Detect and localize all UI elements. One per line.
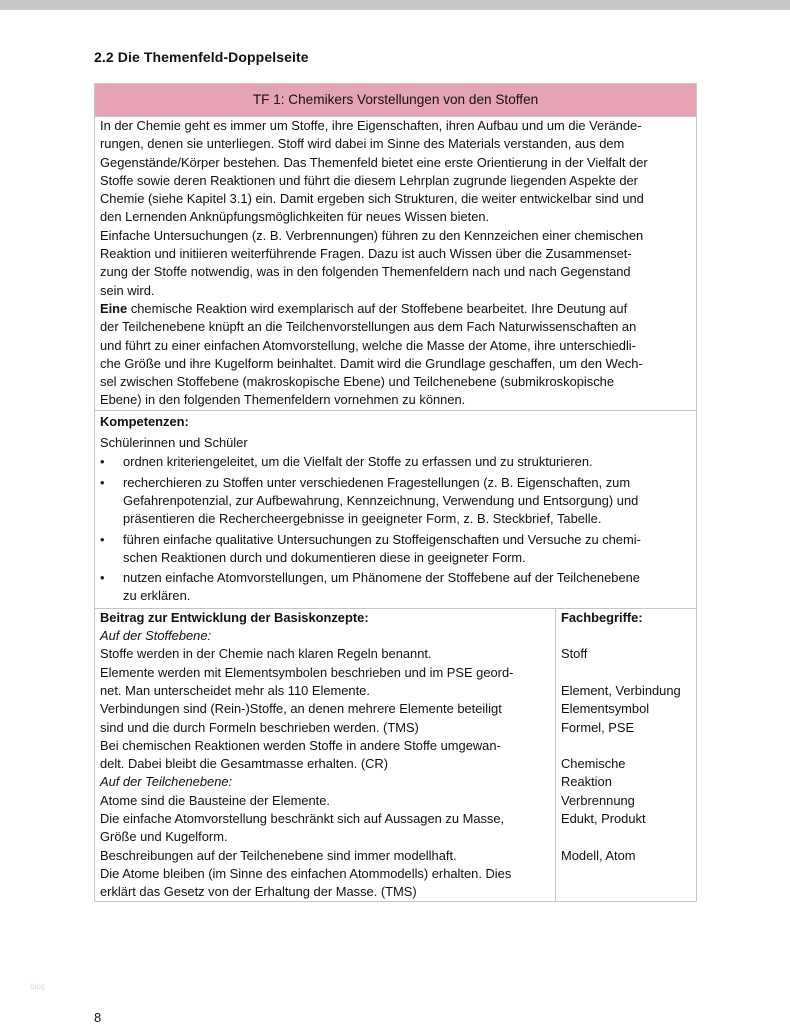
- basiskonzept-line: net. Man unterscheidet mehr als 110 Elemente.: [100, 682, 370, 698]
- table-title: TF 1: Chemikers Vorstellungen von den Stoffen: [95, 84, 697, 117]
- intro-cell: [95, 117, 697, 411]
- kompetenzen-lead: Schülerinnen und Schüler: [100, 435, 248, 451]
- basiskonzept-line: Elemente werden mit Elementsymbolen beschrieben und im PSE geord-: [100, 664, 514, 680]
- basiskonzept-line: sind und die durch Formeln beschrieben werden. (TMS): [100, 719, 419, 735]
- intro-line: den Lernenden Anknüpfungsmöglichkeiten für neues Wissen bieten.: [100, 209, 490, 225]
- kompetenz-item: [100, 474, 691, 529]
- fachbegriff: Elementsymbol: [561, 701, 650, 717]
- themenfeld-table: [94, 83, 697, 902]
- bullet-icon: •: [100, 454, 105, 470]
- fachbegriff-spacer: [561, 627, 691, 645]
- kompetenz-line: nutzen einfache Atomvorstellungen, um Phänomene der Stoffebene auf der Teilchenebene: [123, 570, 640, 586]
- watermark: blog: [30, 982, 46, 991]
- intro-p3-line: der Teilchenebene knüpft an die Teilchenvorstellungen aus dem Fach Naturwissenschaften an: [100, 319, 637, 335]
- basiskonzepte-text: [100, 627, 550, 901]
- intro-p3-line: sel zwischen Stoffebene (makroskopische Ebene) und Teilchenebene (submikroskopische: [100, 374, 615, 390]
- fachbegriff: Modell, Atom: [561, 847, 636, 863]
- kompetenz-line: führen einfache qualitative Untersuchungen zu Stoffeigenschaften und Versuche zu chemi-: [123, 531, 641, 547]
- intro-p3-first-line: chemische Reaktion wird exemplarisch auf der Stoffebene bearbeitet. Ihre Deutung auf: [127, 300, 628, 316]
- bullet-icon: •: [100, 531, 105, 547]
- basiskonzept-line: Die einfache Atomvorstellung beschränkt sich auf Aussagen zu Masse,: [100, 810, 505, 826]
- bullet-icon: •: [100, 474, 105, 490]
- basiskonzepte-row: [95, 608, 697, 902]
- kompetenz-item: [100, 531, 691, 568]
- intro-line: Stoffe sowie deren Reaktionen und führt die diesem Lehrplan zugrunde liegenden Aspekte der: [100, 172, 638, 188]
- kompetenz-line: recherchieren zu Stoffen unter verschiedenen Fragestellungen (z. B. Eigenschaften, zum: [123, 474, 631, 490]
- page-number: 8: [94, 1010, 102, 1025]
- intro-row: [95, 117, 697, 411]
- basiskonzept-line: Die Atome bleiben (im Sinne des einfachen Atommodells) erhalten. Dies: [100, 865, 512, 881]
- fachbegriff: Stoff: [561, 646, 588, 662]
- intro-line: Chemie (siehe Kapitel 3.1) ein. Damit ergeben sich Strukturen, die weiter entwickelbar sind und: [100, 191, 644, 207]
- basiskonzepte-title: Beitrag zur Entwicklung der Basiskonzepte:: [100, 609, 369, 625]
- kompetenzen-title: Kompetenzen:: [100, 413, 189, 429]
- fachbegriff: Verbrennung: [561, 792, 635, 808]
- fachbegriffe-list: [561, 627, 691, 865]
- intro-p3-line: und führt zu einer einfachen Atomvorstellung, welche die Masse der Atome, ihre unterschiedli-: [100, 337, 636, 353]
- basiskonzept-subheading: Auf der Teilchenebene:: [100, 774, 233, 790]
- intro-paragraph-3: [100, 300, 691, 318]
- fachbegriff: Chemische: [561, 756, 626, 772]
- intro-line: Gegenstände/Körper bestehen. Das Themenfeld bietet eine erste Orientierung in der Vielfalt der: [100, 154, 648, 170]
- kompetenz-line: präsentieren die Rechercheergebnisse in geeigneter Form, z. B. Steckbrief, Tabelle.: [123, 511, 602, 527]
- kompetenzen-cell: [95, 410, 697, 608]
- fachbegriff-spacer: [561, 828, 691, 846]
- intro-line: rungen, denen sie unterliegen. Stoff wird dabei im Sinne des Materials verstanden, aus dem: [100, 136, 625, 152]
- fachbegriff: Formel, PSE: [561, 719, 635, 735]
- intro-line: sein wird.: [100, 282, 155, 298]
- basiskonzept-line: erklärt das Gesetz von der Erhaltung der Masse. (TMS): [100, 884, 417, 900]
- basiskonzept-line: Größe und Kugelform.: [100, 829, 228, 845]
- fachbegriff-spacer: [561, 664, 691, 682]
- intro-text: [100, 117, 691, 300]
- kompetenz-line: Gefahrenpotenzial, zur Aufbewahrung, Kennzeichnung, Verwendung und Entsorgung) und: [123, 492, 639, 508]
- basiskonzept-line: Beschreibungen auf der Teilchenebene sind immer modellhaft.: [100, 847, 457, 863]
- bullet-icon: •: [100, 570, 105, 586]
- basiskonzept-subheading: Auf der Stoffebene:: [100, 628, 212, 644]
- fachbegriff: Element, Verbindung: [561, 682, 681, 698]
- basiskonzepte-cell: [95, 608, 556, 902]
- kompetenz-item: [100, 453, 691, 471]
- basiskonzept-line: Verbindungen sind (Rein-)Stoffe, an denen mehrere Elemente beteiligt: [100, 701, 502, 717]
- kompetenz-line: zu erklären.: [123, 588, 191, 604]
- intro-p3-text: [100, 318, 691, 409]
- intro-p3-line: Ebene) in den folgenden Themenfeldern vornehmen zu können.: [100, 392, 466, 408]
- kompetenz-line: schen Reaktionen durch und dokumentieren diese in geeigneter Form.: [123, 549, 526, 565]
- fachbegriff: Reaktion: [561, 774, 612, 790]
- basiskonzept-line: Stoffe werden in der Chemie nach klaren Regeln benannt.: [100, 646, 432, 662]
- basiskonzept-line: Bei chemischen Reaktionen werden Stoffe in andere Stoffe umgewan-: [100, 737, 501, 753]
- title-row: [95, 84, 697, 117]
- fachbegriffe-cell: [556, 608, 697, 902]
- kompetenz-item: [100, 569, 691, 606]
- fachbegriff: Edukt, Produkt: [561, 810, 646, 826]
- kompetenzen-list: [100, 453, 691, 605]
- section-heading: 2.2 Die Themenfeld-Doppelseite: [94, 49, 309, 65]
- intro-line: zung der Stoffe notwendig, was in den folgenden Themenfeldern nach und nach Gegenstand: [100, 264, 631, 280]
- intro-line: Reaktion und initiieren weiterführende Fragen. Dazu ist auch Wissen über die Zusammenset-: [100, 246, 632, 262]
- basiskonzept-line: Atome sind die Bausteine der Elemente.: [100, 792, 331, 808]
- kompetenz-line: ordnen kriteriengeleitet, um die Vielfalt der Stoffe zu erfassen und zu strukturieren.: [123, 454, 593, 470]
- intro-line: Einfache Untersuchungen (z. B. Verbrennungen) führen zu den Kennzeichen einer chemischen: [100, 227, 644, 243]
- intro-line: In der Chemie geht es immer um Stoffe, ihre Eigenschaften, ihren Aufbau und um die Verände-: [100, 118, 642, 133]
- fachbegriff-spacer: [561, 737, 691, 755]
- top-bar: [0, 0, 790, 10]
- intro-p3-first-word: Eine: [100, 300, 128, 316]
- kompetenzen-row: [95, 410, 697, 608]
- basiskonzept-line: delt. Dabei bleibt die Gesamtmasse erhalten. (CR): [100, 756, 389, 772]
- fachbegriffe-title: Fachbegriffe:: [561, 609, 643, 625]
- intro-p3-line: che Größe und ihre Kugelform beinhaltet. Damit wird die Grundlage geschaffen, um den Wech-: [100, 355, 643, 371]
